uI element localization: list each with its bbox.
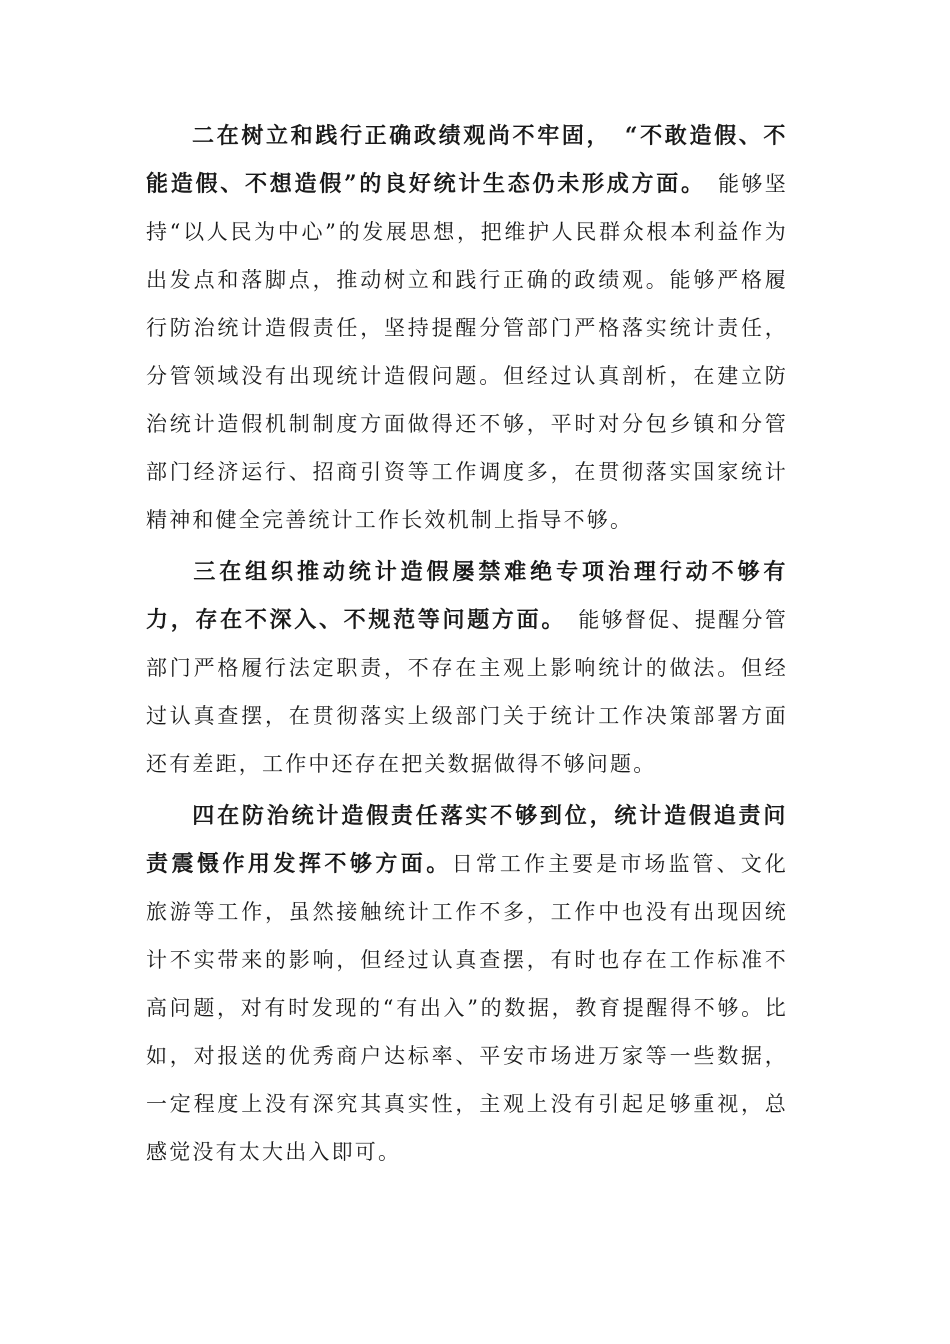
- paragraph-two-heading: 二在树立和践行正确政绩观尚不牢固， “不敢造假、不能造假、不想造假”的良好统计生态仍未形成方面。: [146, 123, 788, 197]
- paragraph-four-body: 日常工作主要是市场监管、文化旅游等工作，虽然接触统计工作不多，工作中也没有出现因统计不实带来的影响，但经过认真查摆，有时也存在工作标准不高问题，对有时发现的“有出入”的数据，教育提醒得不够。比如，对报送的优秀商户达标率、平安市场进万家等一些数据，一定程度上没有深究其真实性，主观上没有引起足够重视，总感觉没有太大出入即可。: [146, 852, 788, 1164]
- paragraph-three: [146, 548, 788, 788]
- paragraph-two-body: 能够坚持“以人民为中心”的发展思想，把维护人民群众根本利益作为出发点和落脚点，推动树立和践行正确的政绩观。能够严格履行防治统计造假责任，坚持提醒分管部门严格落实统计责任，分管领域没有出现统计造假问题。但经过认真剖析，在建立防治统计造假机制制度方面做得还不够，平时对分包乡镇和分管部门经济运行、招商引资等工作调度多，在贯彻落实国家统计精神和健全完善统计工作长效机制上指导不够。: [146, 172, 788, 532]
- paragraph-three-heading: 三在组织推动统计造假屡禁难绝专项治理行动不够有力，存在不深入、不规范等问题方面。: [146, 559, 788, 633]
- document-page: [146, 112, 788, 1176]
- paragraph-two: [146, 112, 788, 544]
- paragraph-four-heading: 四在防治统计造假责任落实不够到位，统计造假追责问责震慑作用发挥不够方面。: [146, 803, 788, 877]
- paragraph-four: [146, 792, 788, 1176]
- paragraph-three-body: 能够督促、提醒分管部门严格履行法定职责，不存在主观上影响统计的做法。但经过认真查摆，在贯彻落实上级部门关于统计工作决策部署方面还有差距，工作中还存在把关数据做得不够问题。: [146, 608, 788, 776]
